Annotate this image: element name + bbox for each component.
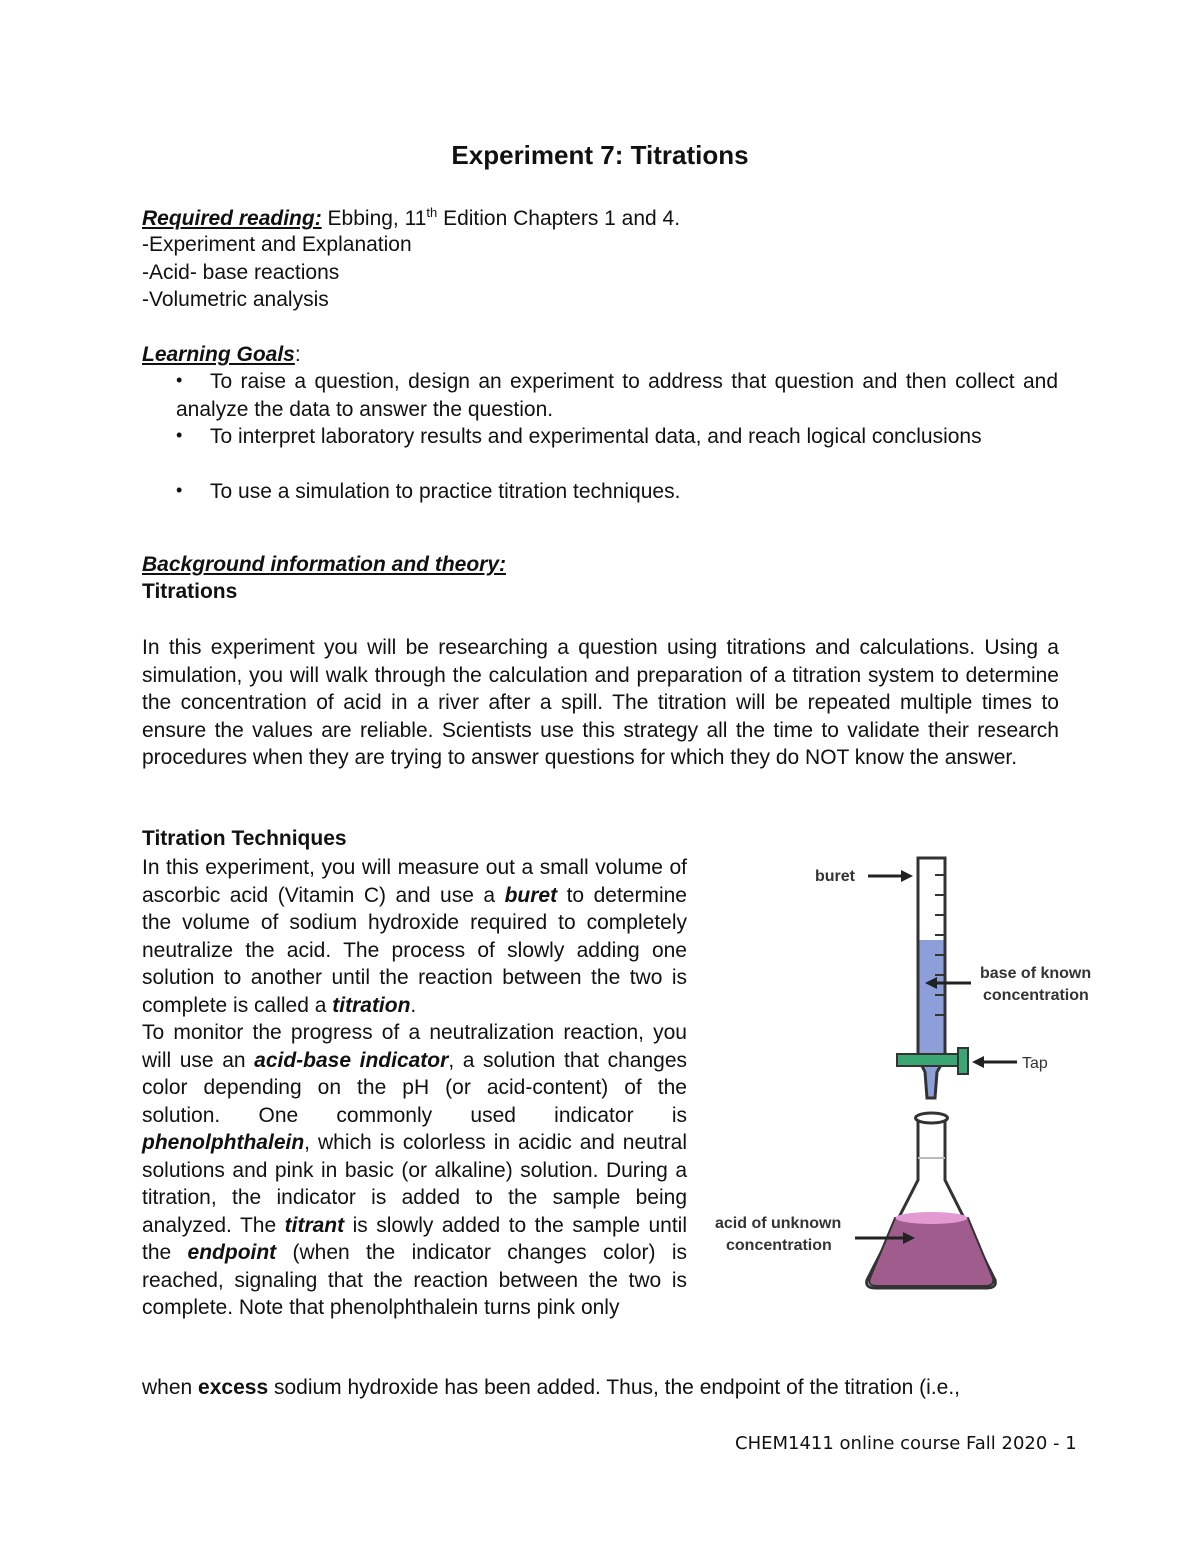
- term-excess: excess: [198, 1376, 269, 1399]
- buret-label: buret: [815, 868, 855, 885]
- text-run: sodium hydroxide has been added. Thus, the endpoint of the titration (i.e.,: [268, 1376, 961, 1399]
- term-titration: titration: [332, 993, 411, 1017]
- tap-handle: [897, 1054, 967, 1066]
- learning-goals-label: Learning Goals: [142, 343, 295, 366]
- reading-item: -Acid- base reactions: [142, 261, 340, 284]
- bullet-icon: •: [176, 480, 183, 500]
- reading-text-1: Ebbing, 11: [321, 207, 427, 230]
- acid-solution: [869, 1218, 993, 1286]
- text-run: In this experiment, you will measure out a small volume of ascorbic acid (Vitamin C) and use a: [142, 856, 687, 907]
- techniques-paragraph-1: [142, 854, 687, 1019]
- base-solution: [920, 940, 944, 1058]
- text-run: is slowly added to the sample until the: [142, 1213, 687, 1264]
- reading-sup: th: [426, 205, 438, 220]
- titration-diagram: [705, 850, 1125, 1300]
- titrations-heading: Titrations: [142, 580, 238, 603]
- goal-text: To interpret laboratory results and experimental data, and reach logical conclusions: [210, 425, 982, 448]
- goal-item: [176, 478, 1058, 506]
- text-run: , a solution that changes color depending on the pH (or acid-content) of the solution. One commonly used indicator is: [142, 1048, 687, 1127]
- term-endpoint: endpoint: [187, 1241, 277, 1264]
- text-run: to determine the volume of sodium hydroxide required to completely neutralize the acid. The process of slowly adding one solution to another until the reaction between the two is complete is called a: [142, 883, 687, 1017]
- background-heading: [142, 553, 506, 577]
- goal-item: [176, 423, 1058, 451]
- techniques-heading: Titration Techniques: [142, 827, 347, 850]
- term-indicator: acid-base indicator: [254, 1048, 449, 1072]
- techniques-column: [142, 854, 687, 1322]
- acid-label-line-1: acid of unknown: [715, 1215, 842, 1232]
- reading-item: -Volumetric analysis: [142, 288, 329, 311]
- learning-goals-heading: [142, 343, 301, 367]
- flask-mouth: [916, 1113, 948, 1123]
- required-reading-line: [142, 205, 680, 231]
- background-label: Background information and theory:: [142, 553, 507, 576]
- text-run: .: [410, 993, 417, 1017]
- tap-knob: [958, 1048, 968, 1074]
- base-label-line-2: concentration: [983, 987, 1089, 1004]
- term-buret: buret: [504, 883, 558, 907]
- arrow-icon: [972, 1056, 984, 1068]
- text-run: , which is colorless in acidic and neutral solutions and pink in basic (or alkaline) solution. During a titration, the indicator is added to the sample being analyzed. The: [142, 1131, 687, 1237]
- background-paragraph: In this experiment you will be researching a question using titrations and calculations. Using a simulation, you will walk through the calculation and preparation of a titration system to determine the concentration of acid in a river after a spill. The titration will be repeated multiple times to ensure the values are reliable. Scientists use this strategy all the time to validate their research procedures when they are trying to answer questions for which they do NOT know the answer.: [142, 636, 1059, 769]
- tap-label: Tap: [1022, 1055, 1048, 1072]
- page-footer: CHEM1411 online course Fall 2020 - 1: [735, 1433, 1077, 1454]
- techniques-last-line: [142, 1376, 960, 1400]
- acid-surface: [896, 1212, 968, 1224]
- term-phenolphthalein: phenolphthalein: [142, 1131, 305, 1154]
- goal-text: To raise a question, design an experiment to address that question and then collect and analyze the data to answer the question.: [176, 370, 1058, 421]
- goal-item: [176, 368, 1058, 424]
- bullet-icon: •: [176, 370, 183, 390]
- goal-text: To use a simulation to practice titration techniques.: [210, 480, 681, 503]
- text-run: when: [142, 1376, 199, 1399]
- arrow-icon: [901, 870, 913, 882]
- acid-label-line-2: concentration: [726, 1237, 832, 1254]
- reading-item: -Experiment and Explanation: [142, 233, 412, 256]
- techniques-paragraph-2: [142, 1019, 687, 1322]
- base-label-line-1: base of known: [980, 965, 1092, 982]
- text-run: (when the indicator changes color) is reached, signaling that the reaction between the two is complete. Note that phenolphthalein turns pink only: [142, 1241, 688, 1319]
- learning-goals-colon: :: [294, 343, 301, 366]
- document-title: Experiment 7: Titrations: [451, 140, 749, 170]
- text-run: To monitor the progress of a neutralization reaction, you will use an: [142, 1021, 687, 1072]
- reading-text-2: Edition Chapters 1 and 4.: [437, 207, 681, 230]
- required-reading-label: Required reading:: [142, 207, 322, 230]
- term-titrant: titrant: [284, 1213, 345, 1237]
- bullet-icon: •: [176, 425, 183, 445]
